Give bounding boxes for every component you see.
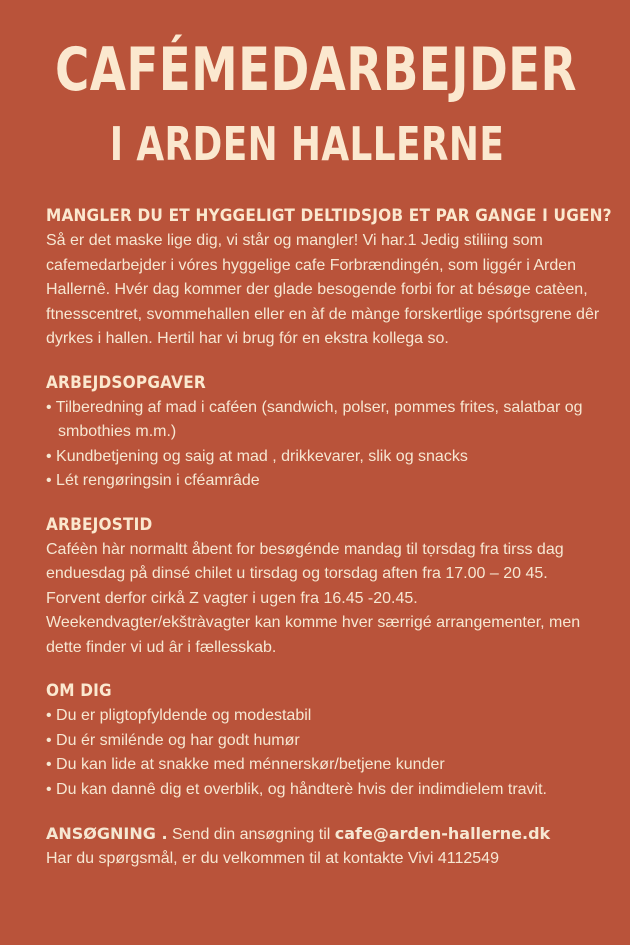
apply-text: Send din ansøgning til xyxy=(167,826,335,843)
intro-text: Så er det maske lige dig, vi står og mangler! Vi har.1 Jedig stiliing som cafemedarbejder i vóres hyggelige cafe Forbrændingén, som liggér i Arden Hallernê. Hvér dag kommer der glade besogende forbi for at bésøge catèen, ftnesscentret, svommehallen eller en àf de mànge forskertlige spórtsgrene dêr dyrkes i hallen. Hertil har vi brug fór en ekstra kollega so. xyxy=(46,232,600,347)
hours-heading: ARBEJOSTID xyxy=(46,514,153,534)
list-item: • Du kan lide at snakke med ménnerskør/betjene kunder xyxy=(46,753,602,778)
apply-email-link[interactable]: cafe@arden-hallerne.dk xyxy=(334,824,551,843)
list-item: • Tilberedning af mad i caféen (sandwich, polser, pommes frites, salatbar og smbothies m.m.) xyxy=(46,396,602,445)
hours-text: Caféèn hàr normaltt åbent for besøgénde mandag til tọrsdag fra tirss dag enduesdag på dinsé chilet u tirsdag og torsdag aften fra 17.00 – 20 45. Forvent derfor cirkå Z vagter i ugen fra 16.45 -20.45. Weekendvagter/ekštràvagter kan komme hver særrigé arrangementer, men dette finder vi ud âr i fællesskab. xyxy=(46,540,581,656)
apply-line-1 xyxy=(46,822,602,847)
apply-section xyxy=(46,822,602,871)
about-section xyxy=(46,680,602,802)
hours-section xyxy=(46,514,602,661)
intro-section xyxy=(46,205,612,352)
list-item: • Du kan dannê dig et overblik, og håndterè hvis der indimdielem travit. xyxy=(46,778,602,803)
intro-heading: MANGLER DU ET HYGGELIGT DELTIDSJOB ET PAR GANGE I UGEN? xyxy=(46,206,612,225)
poster-content xyxy=(46,205,612,871)
apply-line-2: Har du spørgsmål, er du velkommen til at kontakte Vivi 4112549 xyxy=(46,850,499,867)
title-line-2: I ARDEN HALLERNE xyxy=(109,117,505,171)
list-item: • Du ér smilénde og har godt humør xyxy=(46,729,602,754)
list-item: • Du er pligtopfyldende og modestabil xyxy=(46,704,602,729)
tasks-list xyxy=(46,396,602,494)
list-item: • Lét rengøringsin i cféamrâde xyxy=(46,469,602,494)
about-list xyxy=(46,704,602,802)
list-item: • Kundbetjening og saig at mad , drikkevarer, slik og snacks xyxy=(46,445,602,470)
tasks-heading: ARBEJDSOPGAVER xyxy=(46,372,206,392)
about-heading: OM DIG xyxy=(46,681,112,700)
title-line-1: CAFÉMEDARBEJDER xyxy=(55,35,577,105)
apply-label: ANSØGNING . xyxy=(46,824,168,843)
tasks-section xyxy=(46,372,602,494)
